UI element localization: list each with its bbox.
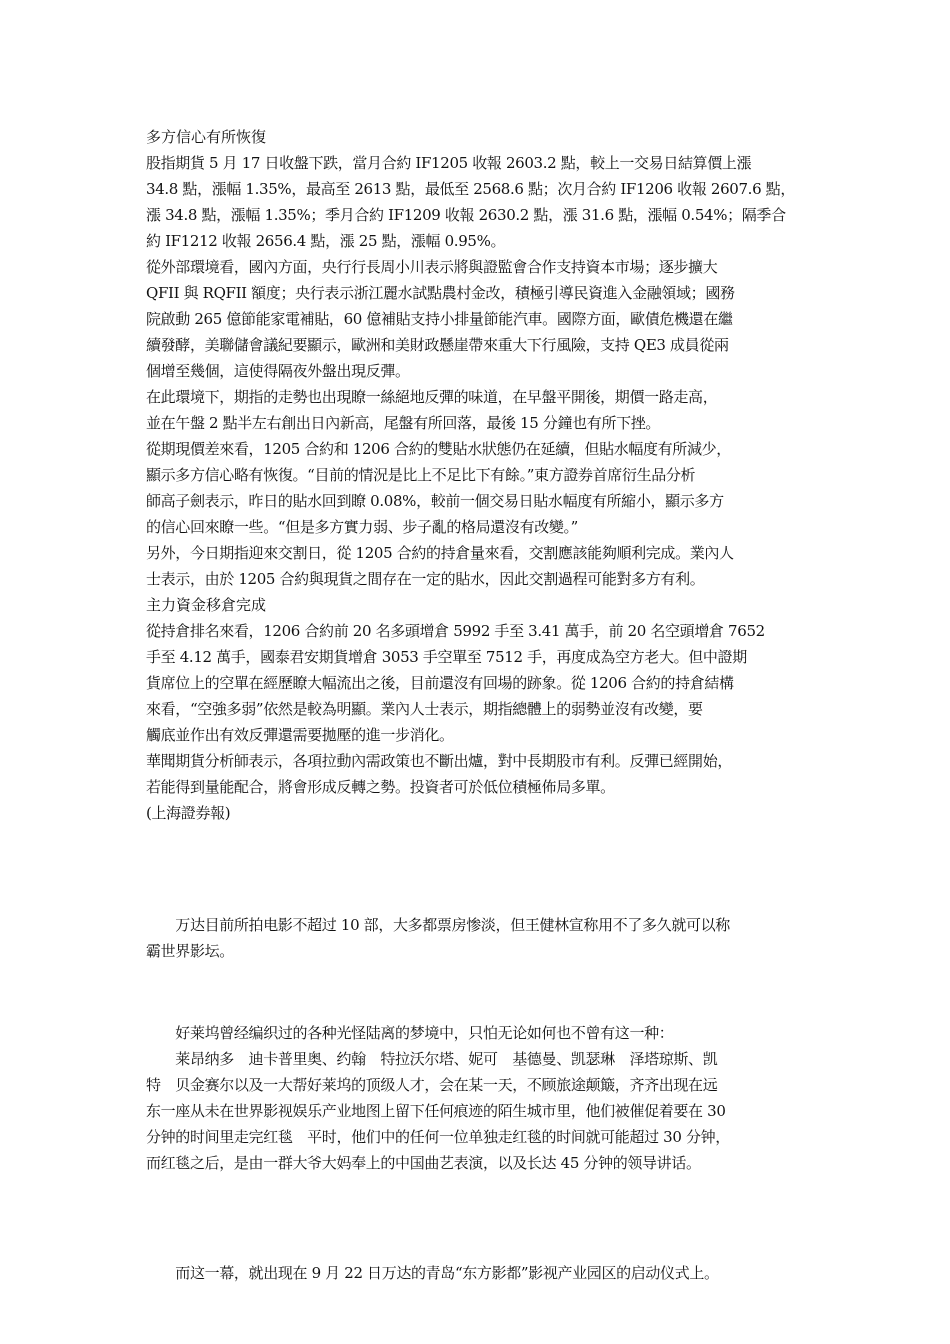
text-line: 34.8 點，漲幅 1.35%，最高至 2613 點，最低至 2568.6 點；次月合約 IF1206 收報 2607.6 點， [146, 180, 795, 198]
text-line: 並在午盤 2 點半左右創出日內新高，尾盤有所回落，最後 15 分鐘也有所下挫。 [146, 414, 661, 432]
text-line: 約 IF1212 收報 2656.4 點，漲 25 點，漲幅 0.95%。 [146, 232, 506, 250]
text-line: 特 贝金赛尔以及一大帮好莱坞的顶级人才，会在某一天，不顾旅途颠簸，齐齐出现在远 [146, 1076, 718, 1094]
text-line: 觸底並作出有效反彈還需要拋壓的進一步消化。 [146, 726, 454, 744]
paragraph-positions [146, 618, 806, 748]
source-credit: (上海證券報) [146, 804, 231, 822]
paragraph-wanda-films [146, 912, 806, 964]
paragraph-delivery-day [146, 540, 806, 592]
text-line: 万达目前所拍电影不超过 10 部，大多都票房惨淡，但王健林宣称用不了多久就可以称 [146, 916, 730, 934]
text-line: 士表示，由於 1205 合約與現貨之間存在一定的貼水，因此交割過程可能對多方有利。 [146, 570, 705, 588]
paragraph-rebound [146, 384, 806, 436]
text-line: 從外部環境看，國內方面，央行行長周小川表示將與證監會合作支持資本市場；逐步擴大 [146, 258, 718, 276]
text-line: 從期現價差來看，1205 合約和 1206 合約的雙貼水狀態仍在延續，但貼水幅度有所減少， [146, 440, 731, 458]
text-line: 而红毯之后，是由一群大爷大妈奉上的中国曲艺表演，以及长达 45 分钟的领导讲话。 [146, 1154, 701, 1172]
text-line: 華聞期貨分析師表示，各項拉動內需政策也不斷出爐，對中長期股市有利。反彈已經開始， [146, 752, 733, 770]
paragraph-qingdao-ceremony [146, 1260, 806, 1286]
text-line: 師高子劍表示，昨日的貼水回到瞭 0.08%，較前一個交易日貼水幅度有所縮小，顯示多方 [146, 492, 724, 510]
paragraph-hollywood [146, 1020, 806, 1176]
text-line: 另外，今日期指迎來交割日，從 1205 合約的持倉量來看，交割應該能夠順利完成。業內人 [146, 544, 734, 562]
text-line: 貨席位上的空單在經歷瞭大幅流出之後，目前還沒有回場的跡象。從 1206 合約的持倉結構 [146, 674, 734, 692]
text-line: QFII 與 RQFII 額度；央行表示浙江麗水試點農村金改，積極引導民資進入金融領域；國務 [146, 284, 735, 302]
text-line: 在此環境下，期指的走勢也出現瞭一絲絕地反彈的味道，在早盤平開後，期價一路走高， [146, 388, 718, 406]
text-line: 股指期貨 5 月 17 日收盤下跌，當月合約 IF1205 收報 2603.2 點，較上一交易日結算價上漲 [146, 154, 752, 172]
paragraph-futures-close [146, 150, 806, 254]
text-line: 而这一幕，就出现在 9 月 22 日万达的青岛“东方影都”影视产业园区的启动仪式上。 [146, 1264, 719, 1282]
text-line: 從持倉排名來看，1206 合約前 20 名多頭增倉 5992 手至 3.41 萬手，前 20 名空頭增倉 7652 [146, 622, 765, 640]
text-line: 莱昂纳多 迪卡普里奥、约翰 特拉沃尔塔、妮可 基德曼、凯瑟琳 泽塔琼斯、凯 [146, 1050, 718, 1068]
spacer [146, 964, 806, 1020]
text-line: 好莱坞曾经编织过的各种光怪陆离的梦境中，只怕无论如何也不曾有这一种： [146, 1024, 674, 1042]
spacer [146, 1176, 806, 1260]
text-line: 院啟動 265 億節能家電補貼，60 億補貼支持小排量節能汽車。國際方面，歐債危機還在繼 [146, 310, 733, 328]
section-heading-confidence: 多方信心有所恢復 [146, 128, 267, 146]
section-heading-rollover: 主力資金移倉完成 [146, 596, 267, 614]
text-line: 續發酵，美聯儲會議紀要顯示，歐洲和美財政懸崖帶來重大下行風險，支持 QE3 成員從兩 [146, 336, 729, 354]
text-line: 东一座从未在世界影视娱乐产业地图上留下任何痕迹的陌生城市里，他们被催促着要在 30 [146, 1102, 726, 1120]
document-page [146, 124, 806, 1286]
text-line: 的信心回來瞭一些。“但是多方實力弱、步子亂的格局還沒有改變。” [146, 518, 578, 536]
text-line: 顯示多方信心略有恢復。“目前的情況是比上不足比下有餘。”東方證券首席衍生品分析 [146, 466, 696, 484]
text-line: 漲 34.8 點，漲幅 1.35%；季月合約 IF1209 收報 2630.2 點，漲 31.6 點，漲幅 0.54%；隔季合 [146, 206, 786, 224]
paragraph-analyst-view [146, 748, 806, 800]
text-line: 霸世界影坛。 [146, 942, 234, 960]
text-line: 分钟的时间里走完红毯 平时，他们中的任何一位单独走红毯的时间就可能超过 30 分钟， [146, 1128, 730, 1146]
paragraph-basis [146, 436, 806, 540]
text-line: 個增至幾個，這使得隔夜外盤出現反彈。 [146, 362, 410, 380]
text-line: 若能得到量能配合，將會形成反轉之勢。投資者可於低位積極佈局多單。 [146, 778, 615, 796]
text-line: 手至 4.12 萬手，國泰君安期貨增倉 3053 手空單至 7512 手，再度成為空方老大。但中證期 [146, 648, 747, 666]
paragraph-external-environment [146, 254, 806, 384]
spacer [146, 826, 806, 912]
text-line: 來看，“空強多弱”依然是較為明顯。業內人士表示，期指總體上的弱勢並沒有改變，要 [146, 700, 703, 718]
